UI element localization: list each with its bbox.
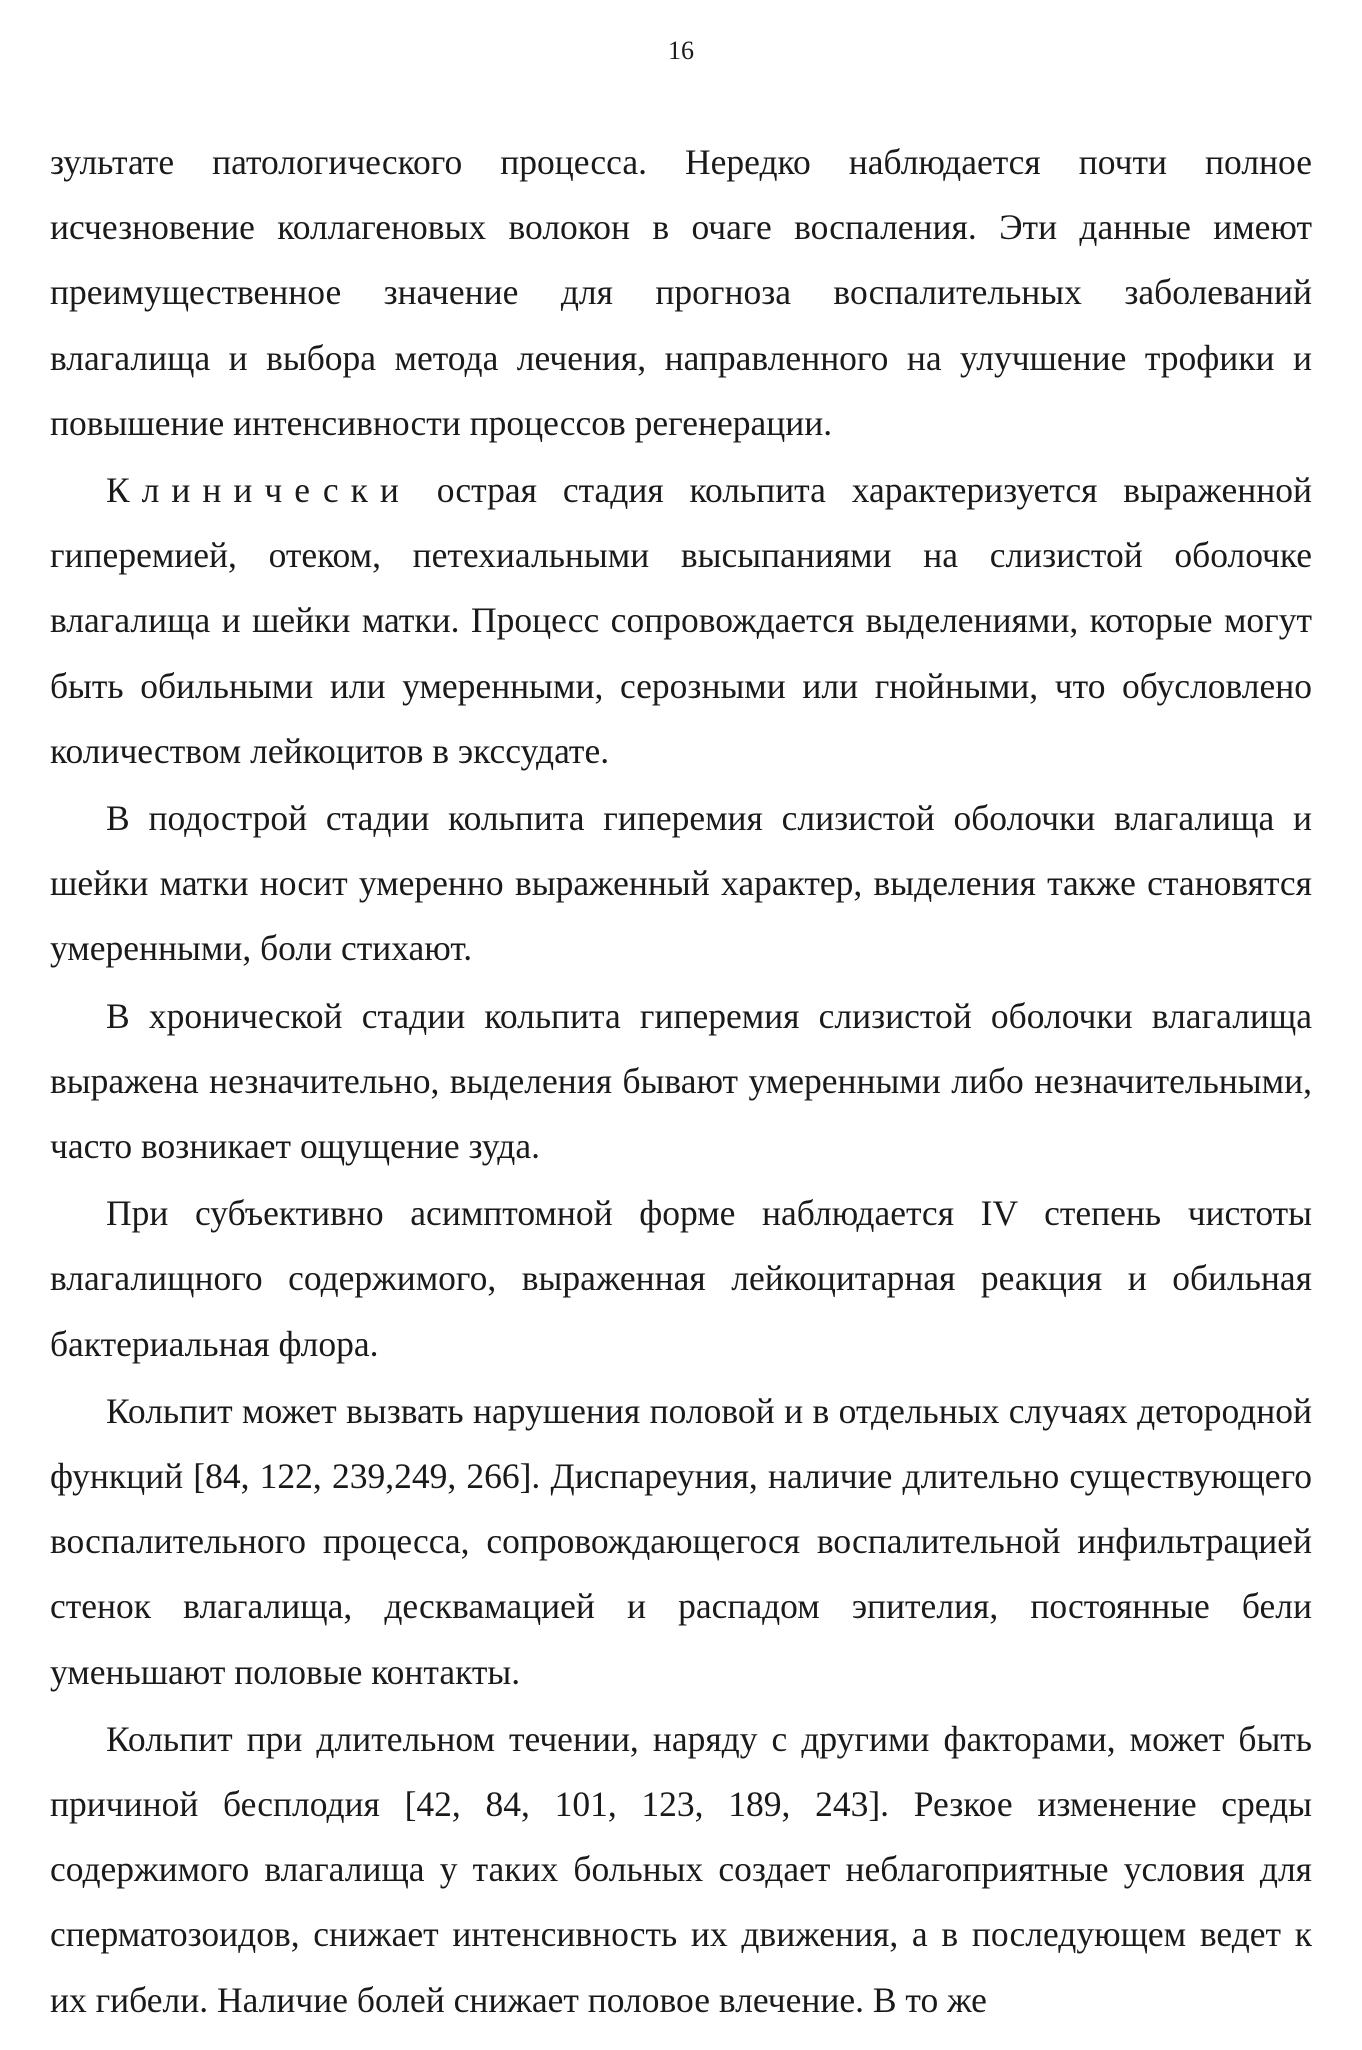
paragraph-1: зультате патологического процесса. Нередко наблюдается почти полное исчезновение коллагеновых волокон в очаге воспаления. Эти данные имеют преимущественное значение для прогноза воспалительных заболеваний влагалища и выбора метода лечения, направленного на улучшение трофики и повышение интенсивности процессов регенерации. [50,142,1312,443]
paragraph-3: В подострой стадии кольпита гиперемия слизистой оболочки влагалища и шейки матки носит умеренно выраженный характер, выделения также становятся умеренными, боли стихают. [50,798,1312,969]
paragraph-7: Кольпит при длительном течении, наряду с другими факторами, может быть причиной бесплодия [42, 84, 101, 123, 189, 243]. Резкое изменение среды содержимого влагалища у таких больных создает неблагоприятные условия для сперматозоидов, снижает интенсивность их движения, а в последующем ведет к их гибели. Наличие болей снижает половое влечение. В то же [50,1718,1312,2020]
paragraph-5: При субъективно асимптомной форме наблюдается IV степень чистоты влагалищного содержимого, выраженная лейкоцитарная реакция и обильная бактериальная флора. [50,1193,1312,1364]
paragraph-2-text: острая стадия кольпита характеризуется выраженной гиперемией, отеком, петехиальными высыпаниями на слизистой оболочке влагалища и шейки матки. Процесс сопровождается выделениями, которые могут быть обильными или умеренными, серозными или гнойными, что обусловлено количеством лейкоцитов в экссудате. [50,470,1312,771]
body-text [50,130,1312,2033]
paragraph-4: В хронической стадии кольпита гиперемия слизистой оболочки влагалища выражена незначительно, выделения бывают умеренными либо незначительными, часто возникает ощущение зуда. [50,995,1312,1167]
paragraph-2-lead: Клинически [106,470,411,511]
paragraph-6: Кольпит может вызвать нарушения половой и в отдельных случаях детородной функций [84, 122, 239,249, 266]. Диспареуния, наличие длительно существующего воспалительного процесса, сопровождающегося воспалительной инфильтрацией стенок влагалища, десквамацией и распадом эпителия, постоянные бели уменьшают половые контакты. [50,1390,1312,1692]
page-number: 16 [668,36,694,65]
paragraph-2 [50,458,1312,784]
